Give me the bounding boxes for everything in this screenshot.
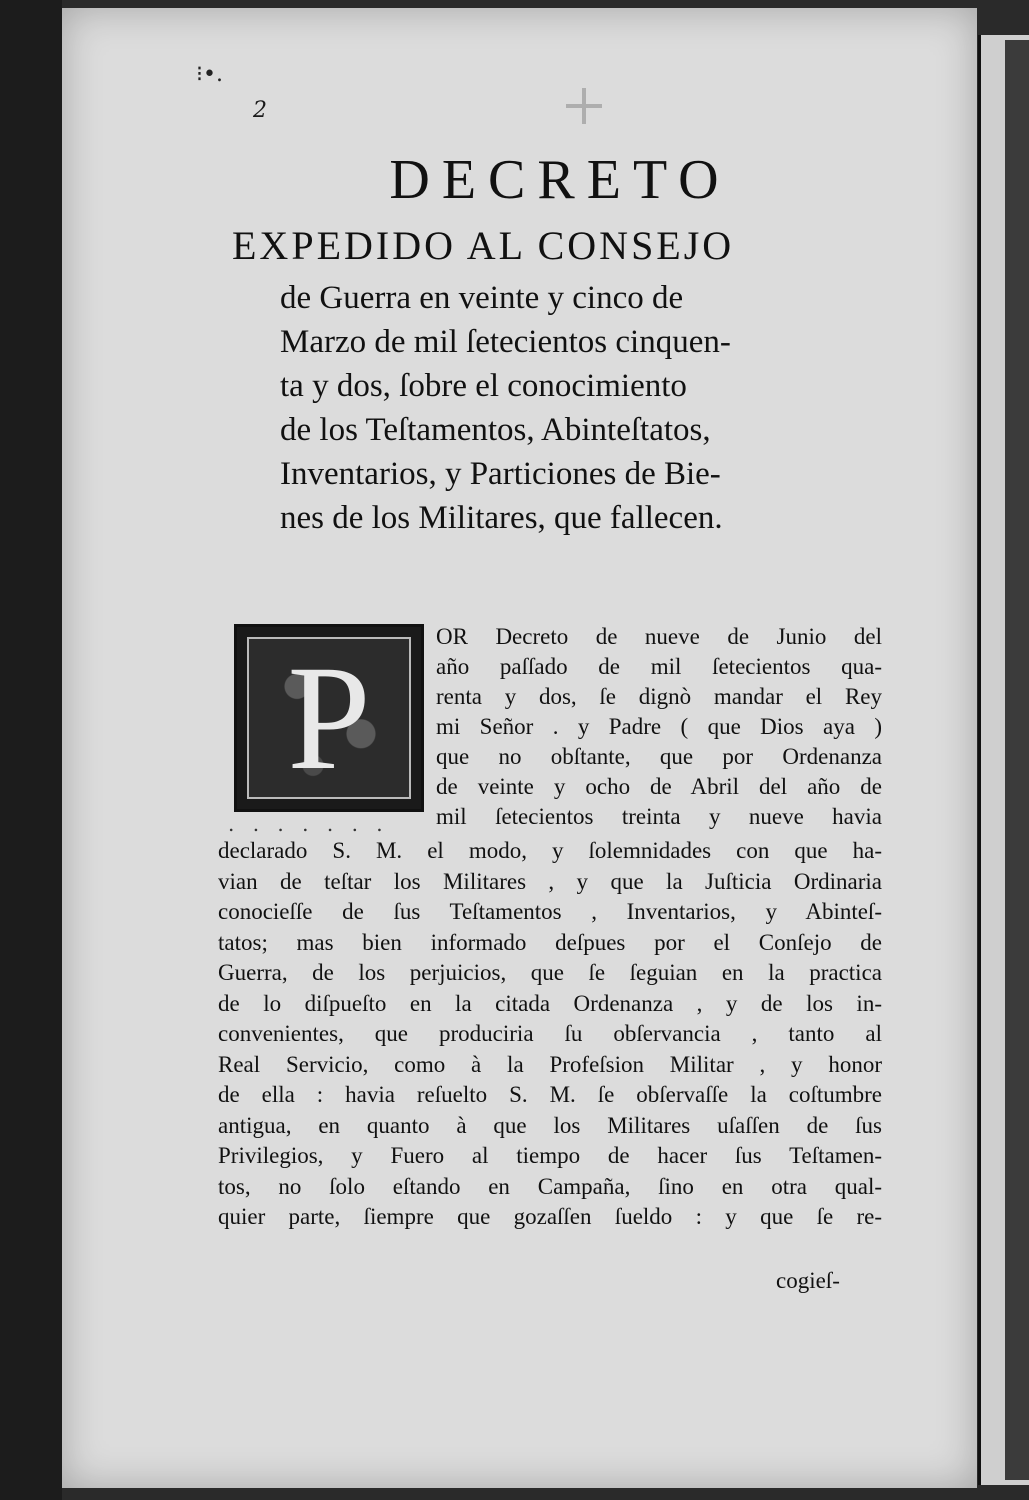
text-line: vian de teſtar los Militares , y que la Juſticia Ordinaria [218,868,882,894]
initial-letter: P [287,635,371,801]
text-line: quier parte, ſiempre que gozaſſen ſueldo : y que ſe re- [218,1204,882,1229]
document-title: DECRETO [389,149,731,211]
text-line: declarado S. M. el modo, y ſolemnidades con que ha- [218,838,882,863]
text-line: tatos; mas bien informado deſpues por el Conſejo de [218,929,882,955]
text-line: convenientes, que produciria ſu obſervancia , tanto al [218,1021,882,1046]
subtitle-line: Inventarios, y Particiones de Bie- [280,456,721,492]
printer-mark: ⁝•. [196,62,223,87]
catchword: cogieſ- [776,1268,840,1293]
text-line: renta y dos, ſe dignò mandar el Rey [436,684,882,709]
page-number: 2 [253,98,267,123]
subtitle-line: ta y dos, ſobre el conocimiento [280,368,687,404]
subtitle-line: nes de los Militares, que fallecen. [280,500,723,536]
text-line: tos, no ſolo eſtando en Campaña, ſino en otra qual- [218,1173,882,1199]
text-line: de ella : havia reſuelto S. M. ſe obſervaſſe la coſtumbre [218,1082,882,1107]
text-line: Real Servicio, como à la Profeſsion Militar , y honor [218,1051,882,1077]
subtitle-body [280,276,880,540]
decorated-initial [234,624,424,812]
binding-edge [1005,40,1029,1480]
subtitle-line: de Guerra en veinte y cinco de [280,280,684,316]
text-line: año paſſado de mil ſetecientos qua- [436,654,882,679]
subtitle-first-line: EXPEDIDO AL CONSEJO [232,223,735,268]
text-line: que no obſtante, que por Ordenanza [436,744,882,769]
dot-leader: . . . . . . . [228,812,389,836]
background-left [0,0,62,1500]
subtitle-line: de los Teſtamentos, Abinteſtatos, [280,412,711,448]
text-line: conocieſſe de ſus Teſtamentos , Inventarios, y Abinteſ- [218,899,882,924]
text-line: Guerra, de los perjuicios, que ſe ſeguian en la practica [218,960,882,985]
body-text [218,836,882,1233]
cross-icon [566,88,602,124]
text-line: mi Señor . y Padre ( que Dios aya ) [436,714,882,739]
subtitle-line: Marzo de mil ſetecientos cinquen- [280,324,731,360]
text-line: Privilegios, y Fuero al tiempo de hacer ſus Teſtamen- [218,1143,882,1168]
text-line: de veinte y ocho de Abril del año de [436,774,882,799]
text-line: mil ſetecientos treinta y nueve havia [436,804,882,829]
text-line: OR Decreto de nueve de Junio del [436,624,882,649]
text-line: antigua, en quanto à que los Militares uſaſſen de ſus [218,1112,882,1138]
text-line: de lo diſpueſto en la citada Ordenanza , y de los in- [218,990,882,1016]
opening-paragraph [436,622,882,832]
